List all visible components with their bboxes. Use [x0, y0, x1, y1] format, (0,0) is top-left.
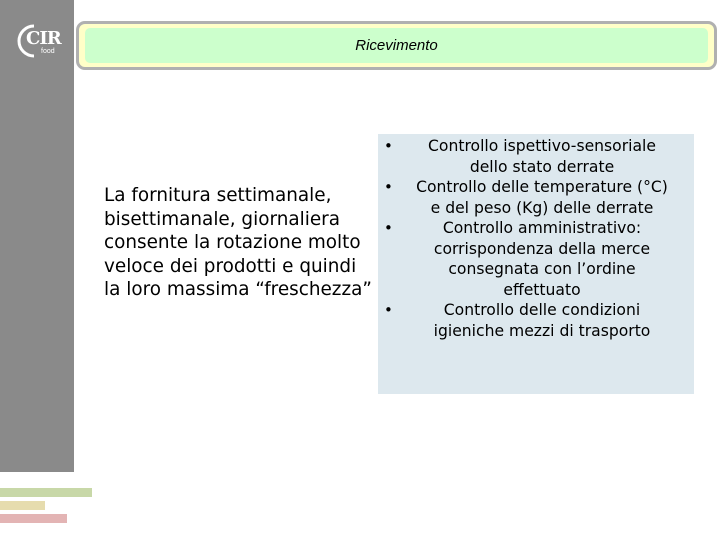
bullet-icon: •	[384, 301, 393, 319]
list-item	[378, 177, 694, 218]
page-title: Ricevimento	[355, 37, 438, 54]
title-banner-inner	[85, 28, 708, 63]
list-item-text: Controllo delle condizioni igieniche mezzi di trasporto	[433, 301, 651, 340]
cir-food-logo	[14, 18, 66, 66]
title-banner	[76, 21, 717, 70]
bullet-icon: •	[384, 178, 393, 196]
decor-bar-pink	[0, 514, 67, 523]
logo-sub-text: food	[41, 48, 55, 55]
decor-bar-yellow	[0, 501, 45, 510]
bullet-icon: •	[384, 137, 393, 155]
list-item	[378, 300, 694, 341]
list-item	[378, 218, 694, 300]
bullet-icon: •	[384, 219, 393, 237]
sidebar-strip	[0, 0, 74, 472]
intro-paragraph: La fornitura settimanale, bisettimanale, giornaliera consente la rotazione molto veloce dei prodotti e quindi la loro massima “freschezza”	[104, 185, 372, 300]
list-item-text: Controllo amministrativo: corrispondenza della merce consegnata con l’ordine effettuato	[433, 219, 651, 299]
decor-bar-green	[0, 488, 92, 497]
list-item-text: Controllo ispettivo-sensoriale dello stato derrate	[428, 137, 656, 176]
logo-main-text: CIR	[26, 28, 61, 49]
list-item-text: Controllo delle temperature (°C) e del peso (Kg) delle derrate	[416, 178, 668, 217]
checks-list	[378, 134, 694, 341]
checks-box	[378, 134, 694, 394]
list-item	[378, 136, 694, 177]
